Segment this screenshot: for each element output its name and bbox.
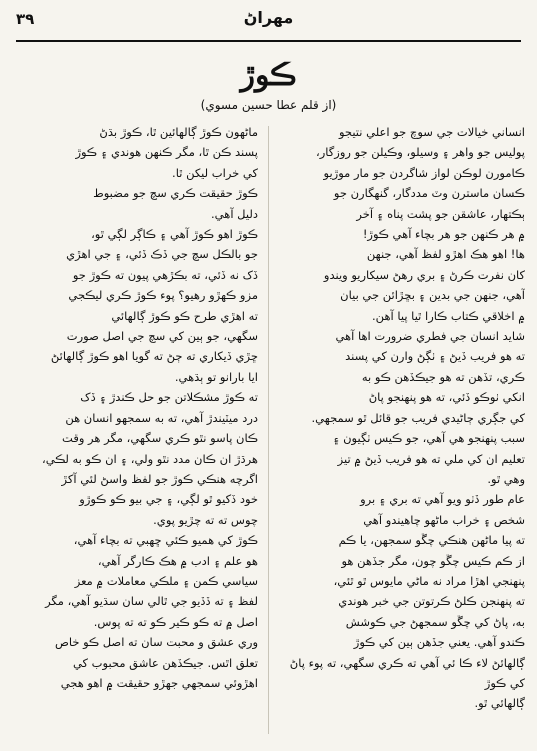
text-line: سبب پنهنجو هي آهي، جو ڪيس ٺڳيون ۽ — [332, 431, 525, 446]
text-line: ٻڪتهار، عاشقن جو پشت پناه ۽ آخر — [356, 206, 525, 221]
text-line: به، پاڻ کي چڱو سمجهڻ جي ڪوشش — [345, 614, 525, 629]
text-line: کي خراب ليکن ٿا. — [172, 165, 258, 180]
text-line: سگهي، جو ٻين کي سچ جي اصل صورت — [66, 329, 258, 344]
text-column-right — [277, 122, 525, 740]
text-line: کي جڳري ڄاڻيدي فريب جو قائل ٿو سمجهي. — [311, 410, 525, 425]
column-divider — [268, 126, 269, 734]
text-line: هو علم ۽ ادب ۾ هڪ ڪارگر آهي، — [97, 553, 258, 568]
article-byline: (از قلم عطا حسين مسوي) — [200, 98, 337, 112]
text-line: پسند ڪن ٿا، مگر ڪنهن هوندي ۽ ڪوڙ — [75, 145, 258, 160]
text-line: ماڻهون ڪوڙ ڳالهائين ٿا، ڪوڙ بڌڻ — [99, 125, 258, 139]
text-line: تعليم ان کي ملي ته هو فريب ڏيڻ ۾ تيز — [337, 451, 525, 466]
text-line: ڪوڙ حقيقت ڪري سچ جو مضبوط — [93, 186, 258, 201]
text-line: از ڪم ڪيس چڱو چون، مگر جڏهن هو — [341, 553, 525, 568]
text-line: تعلق اٿس. جيڪڏهن عاشق محبوب کي — [72, 655, 258, 670]
text-line: ڪسان ماسترن وٽ مددگار، گنهگارن جو — [333, 186, 525, 201]
text-line: ڪري، تڏهن ته هو جيڪڏهن ڪو به — [361, 369, 525, 384]
text-line: لفظ ۽ ته ڏڏيو جي ٿالي سان سڌيو آهي، مگر — [45, 594, 258, 609]
text-line: هرڌڙ ان ڪان مدد نٿو ولي، ۽ ان ڪو به لڪي، — [42, 451, 258, 466]
text-line: ڪامورن لوڪن لواز شاگردن جو مار موڙيو — [323, 165, 525, 180]
text-line: جو بالڪل سچ جي ڏڪ ڏئي، ۽ جي اهڙي — [66, 247, 258, 262]
text-line: وهي ٿو. — [487, 471, 525, 486]
text-line: ته پيا ماڻهن هنڪي چڱو سمجهن، يا ڪم — [338, 533, 525, 548]
text-line: شخص ۽ خراب ماڻهو چاهيندو آهي — [363, 512, 525, 527]
text-line: ته اهڙي طرح ڪو ڪوڙ ڳالهائي — [111, 308, 258, 323]
text-line: ته ڪوڙ مشڪلاتن جو حل ڪندڙ ۽ ڏک — [80, 390, 258, 405]
text-line: ڪندو آهي. يعني جڏهن ٻين کي ڪوڙ — [353, 635, 525, 650]
text-line: خود ڏکيو ٿو لڳي، ۽ جي بيو ڪو ڪوڙو — [79, 492, 258, 507]
page-number: ٣٩ — [16, 10, 35, 28]
text-line: اهڙوئي سمجهي جهڙو حقيقت ۾ اهو هجي — [60, 675, 258, 690]
text-column-left — [10, 122, 258, 740]
text-line: کان نفرت ڪرڻ ۽ بري رهڻ سيکاريو ويندو — [323, 267, 525, 282]
text-line: ايا بارانو تو ٻڌهي. — [174, 369, 258, 384]
page-header — [16, 6, 521, 42]
text-line: ڳالهائي ٿو. — [474, 696, 525, 711]
text-line: مزو ڪهڙو رهيو؟ پوء ڪوڙ ڪري ليڪجي — [68, 288, 258, 303]
text-line: ته پنهنجن ڪلڻ ڪرتوتن جي خبر هوندي — [338, 594, 525, 609]
text-line: ها! اهو هڪ اهڙو لفظ آهي، جنهن — [366, 247, 525, 262]
text-line: پوليس جو واهر ۽ وسيلو، وڪيلن جو روزگار، — [316, 145, 525, 160]
running-title: مهراڻ — [243, 8, 294, 27]
text-line: دليل آهي. — [211, 206, 258, 221]
text-line: اصل ۾ ته ڪو ڪير ڪو ته ته پوس. — [93, 614, 258, 629]
article-title: ڪوڙ — [240, 58, 297, 93]
text-line: عام طور ڏٺو ويو آهي ته بري ۽ برو — [360, 492, 525, 507]
text-line: انساني خيالات جي سوچ جو اعلي نتيجو — [338, 125, 525, 139]
text-line: سياسي ڪمن ۽ ملڪي معاملات ۾ معز — [74, 573, 258, 588]
text-line: ڪوڙ کي هميو ڪئي ڇهبي ته بچاء آهي، — [73, 533, 258, 548]
text-line: انکي ٺوڪو ڏئي، ته هو پنهنجو پاڻ — [368, 390, 525, 405]
text-line: ته هو فريب ڏيڻ ۽ ٺڳڻ وارن کي پسند — [345, 349, 525, 364]
text-line: اگرچه هنڪي ڪوڙ جو لفظ واسڻ لئي آکڙ — [61, 471, 258, 486]
text-line: درد ميٽيندڙ آهي، ته به سمجهو انسان هن — [65, 410, 258, 425]
text-line: ڳالهائڻ لاء ڪا ئي آهي ته ڪري سگهي، ته پوء پاڻ کي ڪوڙ — [289, 655, 525, 690]
text-line: ڇڙي ڏيکاري ته ڄڻ ته گويا اهو ڪوڙ ڳالهائڻ — [50, 349, 258, 364]
text-line: ۾ اخلاقي ڪتاب ڪارا ٿيا پيا آهن. — [372, 308, 525, 323]
text-line: ڪوڙ اهو ڪوڙ آهي ۽ ڪاڳر لڳي ٿو، — [91, 227, 258, 242]
text-line: ۾ هر ڪنهن جو هر بچاء آهي ڪوڙ! — [362, 227, 525, 242]
text-line: ڏک نه ڏئي، ته بڪڙهي پيون ته ڪوڙ جو — [72, 267, 258, 282]
text-line: شايد انسان جي فطري ضرورت اها آهي — [335, 329, 525, 344]
text-line: ڪان پاسو نٿو ڪري سگهي، مگر هر وقت — [62, 431, 258, 446]
text-line: وري عشق و محبت سان ته اصل ڪو خاص — [54, 635, 258, 650]
text-line: پنهنجي اهڙا مراد نه ماڻي مايوس ٿو ٿئي، — [333, 573, 525, 588]
text-line: چوس ته ته چڙيو پوي. — [153, 512, 258, 527]
text-line: آهي، جنهن جي بدين ۽ بڇڙائن جي بيان — [340, 288, 525, 303]
